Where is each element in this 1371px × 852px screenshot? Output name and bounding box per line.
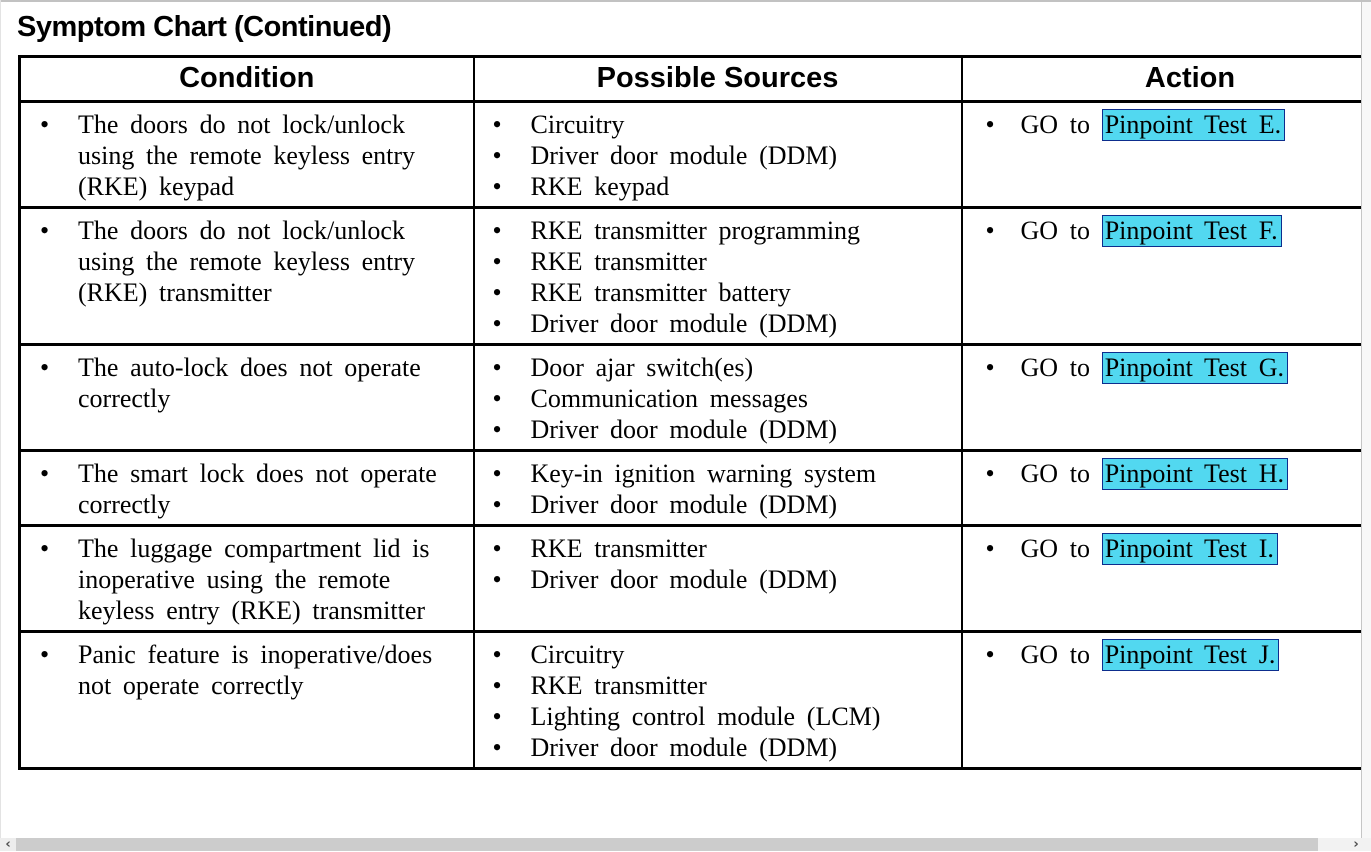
source-item: • RKE transmitter xyxy=(475,246,961,277)
pinpoint-test-link[interactable]: Pinpoint Test J. xyxy=(1102,639,1280,671)
action-prefix: GO to xyxy=(1020,534,1090,563)
source-item: • Driver door module (DDM) xyxy=(475,564,961,595)
window-top-edge xyxy=(0,0,1371,2)
action-item xyxy=(963,533,1364,564)
source-item: • Door ajar switch(es) xyxy=(475,352,961,383)
action-item xyxy=(963,352,1364,383)
header-row xyxy=(20,57,1364,102)
scroll-right-icon: › xyxy=(1353,837,1359,852)
hscroll-left-button[interactable] xyxy=(0,838,16,851)
document-area xyxy=(18,55,1363,836)
source-item: • Driver door module (DDM) xyxy=(475,308,961,339)
table-row xyxy=(20,208,1364,345)
action-cell xyxy=(962,451,1364,526)
pinpoint-test-link[interactable]: Pinpoint Test H. xyxy=(1102,458,1288,490)
table-row xyxy=(20,526,1364,632)
condition-item: • The smart lock does not operate correctly xyxy=(21,458,473,520)
source-item: • Key-in ignition warning system xyxy=(475,458,961,489)
action-prefix: GO to xyxy=(1020,640,1090,669)
source-item: • Circuitry xyxy=(475,109,961,140)
condition-cell xyxy=(20,208,474,345)
condition-cell xyxy=(20,526,474,632)
condition-item: • The doors do not lock/unlock using the remote keyless entry (RKE) transmitter xyxy=(21,215,473,308)
symptom-chart-table xyxy=(18,55,1363,770)
page-title: Symptom Chart (Continued) xyxy=(17,11,392,43)
action-prefix: GO to xyxy=(1020,459,1090,488)
possible-sources-cell xyxy=(474,208,962,345)
condition-item: • Panic feature is inoperative/does not operate correctly xyxy=(21,639,473,701)
action-cell xyxy=(962,526,1364,632)
action-item xyxy=(963,215,1364,246)
source-item: • Driver door module (DDM) xyxy=(475,414,961,445)
col-header-possible-sources: Possible Sources xyxy=(474,57,962,102)
action-item xyxy=(963,639,1364,670)
source-item: • RKE transmitter xyxy=(475,670,961,701)
table-row xyxy=(20,345,1364,451)
source-item: • RKE transmitter battery xyxy=(475,277,961,308)
possible-sources-cell xyxy=(474,102,962,208)
condition-item: • The auto-lock does not operate correctly xyxy=(21,352,473,414)
action-cell xyxy=(962,208,1364,345)
horizontal-scrollbar[interactable] xyxy=(0,838,1371,851)
condition-cell xyxy=(20,102,474,208)
scroll-left-icon: ‹ xyxy=(5,837,11,852)
action-cell xyxy=(962,345,1364,451)
pinpoint-test-link[interactable]: Pinpoint Test I. xyxy=(1102,533,1278,565)
source-item: • Communication messages xyxy=(475,383,961,414)
source-item: • RKE keypad xyxy=(475,171,961,202)
action-prefix: GO to xyxy=(1020,110,1090,139)
source-item: • RKE transmitter xyxy=(475,533,961,564)
action-item xyxy=(963,458,1364,489)
source-item: • Driver door module (DDM) xyxy=(475,140,961,171)
possible-sources-cell xyxy=(474,632,962,769)
hscroll-right-button[interactable] xyxy=(1348,838,1364,851)
source-item: • RKE transmitter programming xyxy=(475,215,961,246)
action-prefix: GO to xyxy=(1020,216,1090,245)
action-prefix: GO to xyxy=(1020,353,1090,382)
source-item: • Lighting control module (LCM) xyxy=(475,701,961,732)
source-item: • Driver door module (DDM) xyxy=(475,732,961,763)
pinpoint-test-link[interactable]: Pinpoint Test F. xyxy=(1102,215,1282,247)
condition-item: • The luggage compartment lid is inoperative using the remote keyless entry (RKE) transmitter xyxy=(21,533,473,626)
possible-sources-cell xyxy=(474,526,962,632)
pinpoint-test-link[interactable]: Pinpoint Test G. xyxy=(1102,352,1288,384)
table-row xyxy=(20,102,1364,208)
pinpoint-test-link[interactable]: Pinpoint Test E. xyxy=(1102,109,1285,141)
possible-sources-cell xyxy=(474,345,962,451)
window-left-edge xyxy=(0,0,1,851)
condition-item: • The doors do not lock/unlock using the remote keyless entry (RKE) keypad xyxy=(21,109,473,202)
col-header-action: Action xyxy=(962,57,1364,102)
action-cell xyxy=(962,102,1364,208)
table-row xyxy=(20,451,1364,526)
condition-cell xyxy=(20,345,474,451)
condition-cell xyxy=(20,451,474,526)
condition-cell xyxy=(20,632,474,769)
possible-sources-cell xyxy=(474,451,962,526)
action-cell xyxy=(962,632,1364,769)
table-row xyxy=(20,632,1364,769)
vertical-scrollbar-track[interactable] xyxy=(1361,2,1371,838)
action-item xyxy=(963,109,1364,140)
source-item: • Circuitry xyxy=(475,639,961,670)
source-item: • Driver door module (DDM) xyxy=(475,489,961,520)
col-header-condition: Condition xyxy=(20,57,474,102)
hscroll-thumb[interactable] xyxy=(15,838,1318,851)
